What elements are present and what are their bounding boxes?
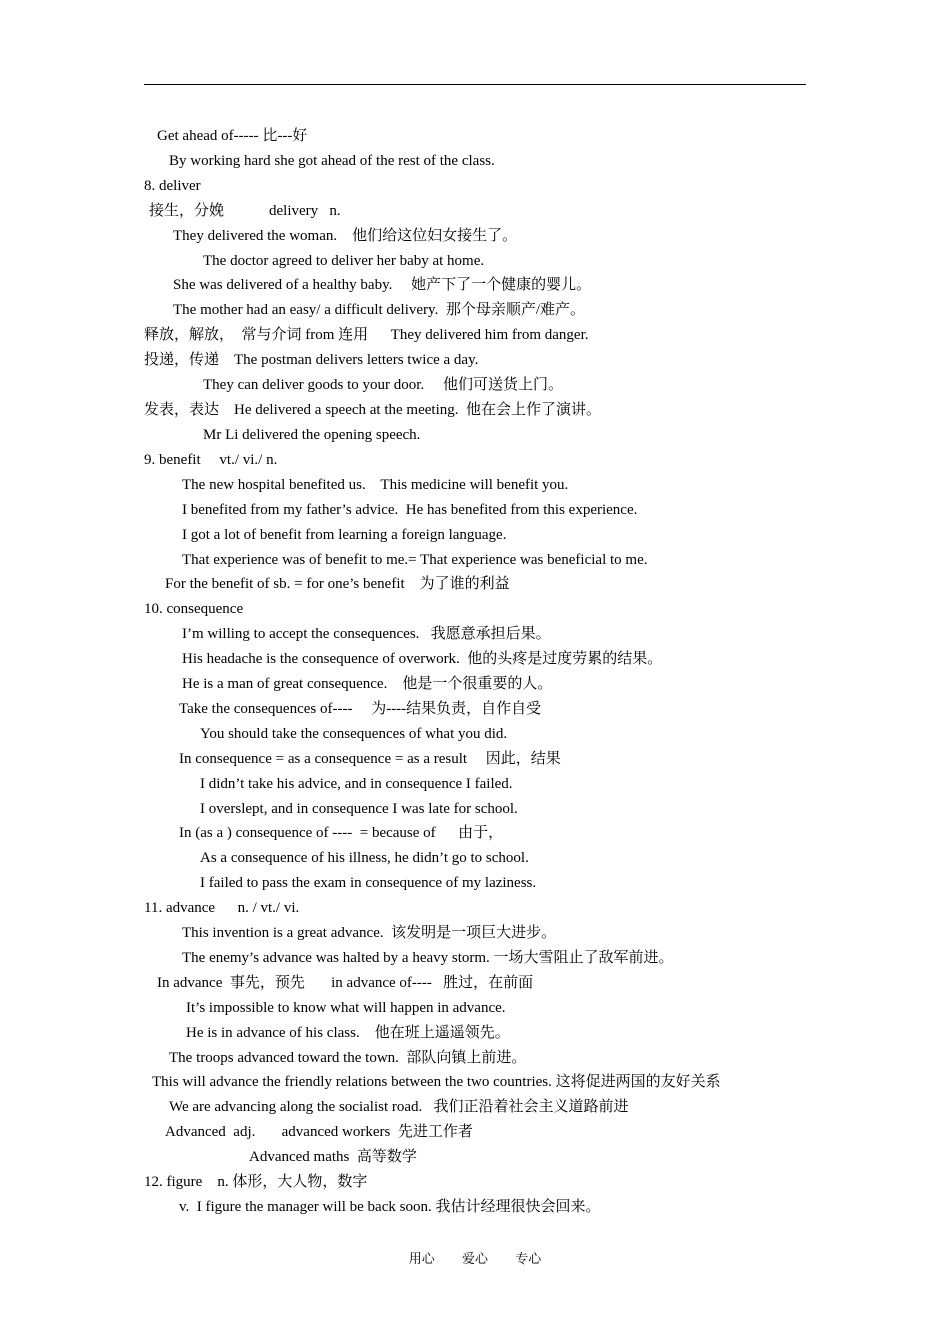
example-sentence: I failed to pass the exam in consequence of my laziness. xyxy=(200,875,537,891)
entry-heading: 12. figure n. 体形，大人物，数字 xyxy=(144,1174,368,1190)
phrase-line: In consequence = as a consequence = as a result 因此，结果 xyxy=(179,751,561,767)
entry-heading: 9. benefit vt./ vi./ n. xyxy=(144,452,278,468)
example-sentence: This invention is a great advance. 该发明是一项巨大进步。 xyxy=(182,925,557,941)
example-sentence: The doctor agreed to deliver her baby at home. xyxy=(203,253,485,269)
example-sentence: The new hospital benefited us. This medicine will benefit you. xyxy=(182,477,569,493)
entry-heading: 10. consequence xyxy=(144,601,244,617)
entry-heading: 11. advance n. / vt./ vi. xyxy=(144,900,300,916)
example-sentence: This will advance the friendly relations between the two countries. 这将促进两国的友好关系 xyxy=(152,1074,721,1090)
example-sentence: The mother had an easy/ a difficult delivery. 那个母亲顺产/难产。 xyxy=(173,302,585,318)
example-sentence: The enemy’s advance was halted by a heavy storm. 一场大雪阻止了敌军前进。 xyxy=(182,950,674,966)
example-sentence: He is a man of great consequence. 他是一个很重要的人。 xyxy=(182,676,553,692)
footer-text: 专心 xyxy=(515,1251,542,1266)
phrase-line: In advance 事先，预先 in advance of---- 胜过，在前面 xyxy=(157,975,534,991)
example-sentence: They can deliver goods to your door. 他们可送货上门。 xyxy=(203,377,563,393)
example-sentence: You should take the consequences of what you did. xyxy=(200,726,508,742)
definition-line: 投递，传递 The postman delivers letters twice a day. xyxy=(144,352,479,368)
example-sentence: It’s impossible to know what will happen in advance. xyxy=(186,1000,506,1016)
phrase-line: Take the consequences of---- 为----结果负责，自作自受 xyxy=(179,701,542,717)
page-footer xyxy=(0,1248,950,1267)
example-sentence: His headache is the consequence of overwork. 他的头疼是过度劳累的结果。 xyxy=(182,651,663,667)
footer-text: 用心 xyxy=(408,1251,435,1266)
phrase-line: For the benefit of sb. = for one’s benefit 为了谁的利益 xyxy=(165,576,510,592)
example-sentence: They delivered the woman. 他们给这位妇女接生了。 xyxy=(173,228,518,244)
example-sentence: The troops advanced toward the town. 部队向镇上前进。 xyxy=(169,1050,527,1066)
text-line: Get ahead of----- 比---好 xyxy=(157,128,308,144)
definition-line: 接生，分娩 delivery n. xyxy=(149,203,341,219)
example-sentence: We are advancing along the socialist road. 我们正沿着社会主义道路前进 xyxy=(169,1099,629,1115)
example-sentence: As a consequence of his illness, he didn’t go to school. xyxy=(200,850,529,866)
example-sentence: I got a lot of benefit from learning a foreign language. xyxy=(182,527,507,543)
example-sentence: I’m willing to accept the consequences. 我愿意承担后果。 xyxy=(182,626,551,642)
example-sentence: She was delivered of a healthy baby. 她产下了一个健康的婴儿。 xyxy=(173,277,592,293)
example-sentence: He is in advance of his class. 他在班上遥遥领先。 xyxy=(186,1025,510,1041)
definition-line: 释放，解放， 常与介词 from 连用 They delivered him from danger. xyxy=(144,327,589,343)
phrase-line: Advanced adj. advanced workers 先进工作者 xyxy=(165,1124,473,1140)
header-rule xyxy=(144,84,806,85)
footer-text: 爱心 xyxy=(461,1251,488,1266)
example-sentence: I overslept, and in consequence I was late for school. xyxy=(200,801,518,817)
entry-heading: 8. deliver xyxy=(144,178,201,194)
example-sentence: Mr Li delivered the opening speech. xyxy=(203,427,421,443)
example-sentence: That experience was of benefit to me.= That experience was beneficial to me. xyxy=(182,552,648,568)
example-sentence: By working hard she got ahead of the rest of the class. xyxy=(169,153,495,169)
example-sentence: v. I figure the manager will be back soon. 我估计经理很快会回来。 xyxy=(179,1199,601,1215)
phrase-line: Advanced maths 高等数学 xyxy=(249,1149,417,1165)
definition-line: 发表，表达 He delivered a speech at the meeting. 他在会上作了演讲。 xyxy=(144,402,601,418)
phrase-line: In (as a ) consequence of ---- = because of 由于， xyxy=(179,825,504,841)
example-sentence: I didn’t take his advice, and in consequence I failed. xyxy=(200,776,513,792)
example-sentence: I benefited from my father’s advice. He has benefited from this experience. xyxy=(182,502,638,518)
